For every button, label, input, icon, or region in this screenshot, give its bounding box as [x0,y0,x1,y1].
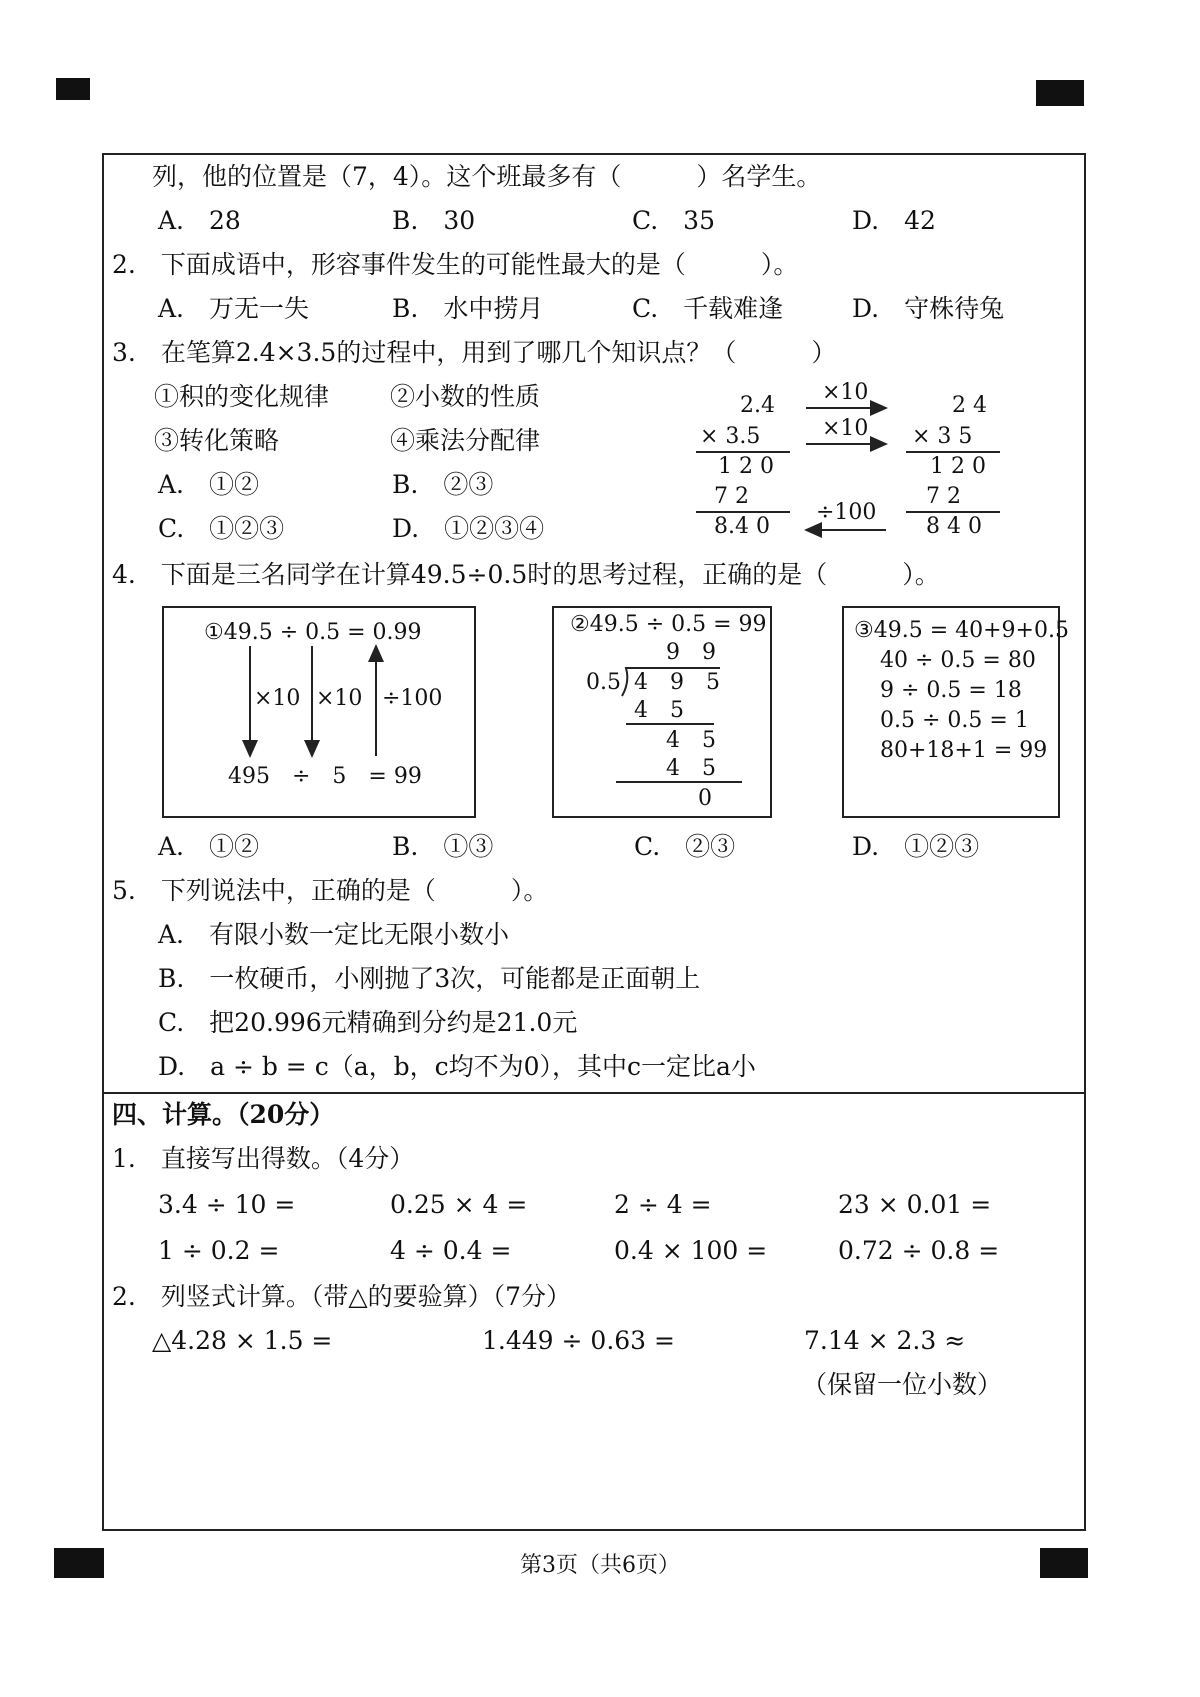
q4-option-b: B. ①③ [392,832,494,861]
q4-option-d: D. ①②③ [852,832,980,861]
box3-line-3: 9 ÷ 0.5 = 18 [880,678,1022,703]
calc-left-line-2: × 3.5 [700,424,761,449]
part-1-title: 1. 直接写出得数。（4分） [112,1144,415,1173]
box2-quotient: 9 9 [666,640,716,665]
box2-step-2: 4 5 [666,728,716,753]
calc-item-4: 23 × 0.01 = [838,1190,992,1219]
q5-option-d: D. a ÷ b = c（a，b，c均不为0），其中c一定比a小 [158,1052,756,1081]
calc-right-line-4: 7 2 [926,484,961,509]
calc-item-6: 4 ÷ 0.4 = [390,1236,512,1265]
box2-equation: ②49.5 ÷ 0.5 = 99 [570,612,767,637]
box2-divisor: 0.5 [586,670,621,695]
calc-right-line-2: × 3 5 [912,424,973,449]
calc-left-line-5: 8.4 0 [714,514,770,539]
box2-step-3: 4 5 [666,756,716,781]
box2-dividend: 4 9 5 [634,670,720,695]
calc-item-7: 0.4 × 100 = [614,1236,768,1265]
calc-item-2: 0.25 × 4 = [390,1190,528,1219]
box3-line-5: 80+18+1 = 99 [880,738,1048,763]
calc-arrow-label-3: ÷100 [816,500,877,525]
calc-item-5: 1 ÷ 0.2 = [158,1236,280,1265]
vertical-calc-1: △4.28 × 1.5 = [152,1326,333,1355]
q3-option-c: C. ①②③ [158,514,285,543]
calc-left-line-3: 1 2 0 [718,454,774,479]
box3-line-2: 40 ÷ 0.5 = 80 [880,648,1036,673]
q2-stem: 2. 下面成语中，形容事件发生的可能性最大的是（ ）。 [112,250,799,279]
q2-option-a: A. 万无一失 [158,294,310,323]
box3-line-1: ③49.5 = 40+9+0.5 [854,618,1069,643]
q3-point-4: ④乘法分配律 [390,426,541,455]
q1-stem: 列，他的位置是（7，4）。这个班最多有（ ）名学生。 [152,162,822,191]
q3-option-a: A. ①② [158,470,260,499]
q2-option-c: C. 千载难逢 [632,294,784,323]
section-4-title: 四、计算。（20分） [112,1100,335,1129]
box2-step-1: 4 5 [634,698,684,723]
q5-option-c: C. 把20.996元精确到分约是21.0元 [158,1008,578,1037]
box2-remainder: 0 [698,786,712,811]
q3-option-b: B. ②③ [392,470,494,499]
box1-equation-bottom: 495 ÷ 5 = 99 [228,764,422,789]
q4-option-c: C. ②③ [634,832,736,861]
q3-point-1: ①积的变化规律 [154,382,330,411]
q3-option-d: D. ①②③④ [392,514,545,543]
vertical-calc-3: 7.14 × 2.3 ≈ [804,1326,966,1355]
box2-division-bracket [622,668,720,696]
q5-option-b: B. 一枚硬币，小刚抛了3次，可能都是正面朝上 [158,964,701,993]
calc-arrow-label-2: ×10 [822,416,869,441]
calc-arrow-label-1: ×10 [822,380,869,405]
box1-op-3: ÷100 [382,686,443,711]
q4-stem: 4. 下面是三名同学在计算49.5÷0.5时的思考过程，正确的是（ ）。 [112,560,940,589]
calc-item-1: 3.4 ÷ 10 = [158,1190,296,1219]
page-footer: 第3页（共6页） [520,1553,680,1578]
calc-left-line-4: 7 2 [714,484,749,509]
box1-op-1: ×10 [254,686,301,711]
box3-line-4: 0.5 ÷ 0.5 = 1 [880,708,1029,733]
calc-right-line-5: 8 4 0 [926,514,982,539]
part-2-title: 2. 列竖式计算。（带△的要验算）（7分） [112,1282,571,1311]
q3-point-2: ②小数的性质 [390,382,541,411]
q2-option-d: D. 守株待兔 [852,294,1005,323]
q3-stem: 3. 在笔算2.4×3.5的过程中，用到了哪几个知识点？（ ） [112,338,837,367]
q3-point-3: ③转化策略 [154,426,280,455]
rounding-note: （保留一位小数） [802,1370,1003,1399]
calc-right-line-1: 2 4 [952,393,987,418]
q5-option-a: A. 有限小数一定比无限小数小 [158,920,510,949]
q5-stem: 5. 下列说法中，正确的是（ ）。 [112,876,549,905]
calc-right-line-3: 1 2 0 [930,454,986,479]
q1-option-c: C. 35 [632,206,715,235]
q4-option-a: A. ①② [158,832,260,861]
q1-option-d: D. 42 [852,206,936,235]
calc-left-line-1: 2.4 [740,393,775,418]
calc-item-3: 2 ÷ 4 = [614,1190,712,1219]
calc-item-8: 0.72 ÷ 0.8 = [838,1236,1000,1265]
vertical-calc-2: 1.449 ÷ 0.63 = [482,1326,675,1355]
q1-option-a: A. 28 [158,206,241,235]
q1-option-b: B. 30 [392,206,476,235]
box1-equation-top: ①49.5 ÷ 0.5 = 0.99 [204,620,422,645]
q2-option-b: B. 水中捞月 [392,294,544,323]
box1-op-2: ×10 [316,686,363,711]
